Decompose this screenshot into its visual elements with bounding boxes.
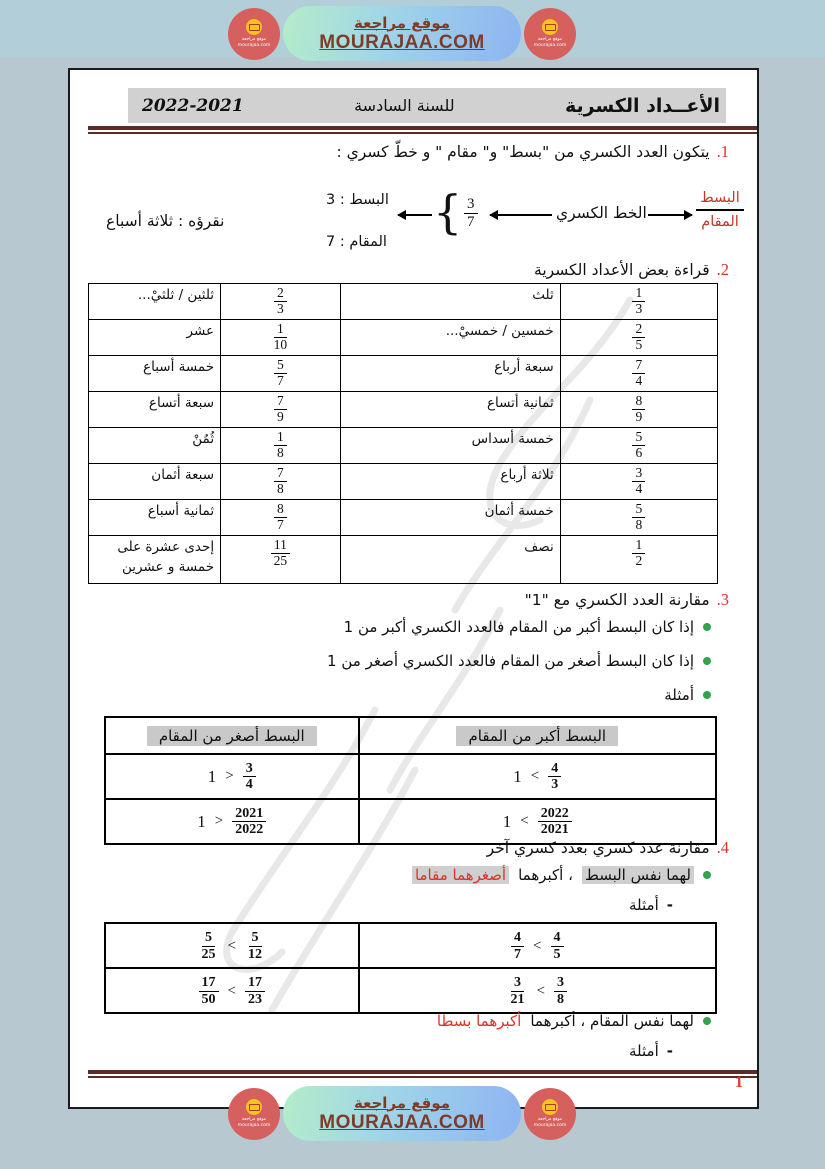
- comparison-operator: <: [530, 768, 540, 784]
- same-numerator-rule: لهما نفس البسط ، أكبرهما أصغرهما مقاما: [70, 866, 757, 884]
- site-link-pill[interactable]: [283, 6, 521, 61]
- reading-cell: ثلاثة أرباع: [340, 464, 560, 500]
- site-logo-badge: [524, 8, 576, 60]
- fraction-anatomy-diagram: [70, 170, 753, 266]
- book-icon: [246, 19, 262, 35]
- fraction: $\frac{17}{23}$: [245, 975, 265, 1007]
- section-2-heading: 2.قراءة بعض الأعداد الكسرية: [534, 260, 729, 279]
- fraction: $\frac{11}{25}$: [271, 538, 291, 569]
- site-link-pill[interactable]: [283, 1086, 521, 1141]
- reading-cell: إحدى عشرة على خمسة و عشرين: [89, 536, 221, 584]
- site-name-arabic[interactable]: موقع مراجعة: [353, 1093, 451, 1112]
- page-number: 1: [735, 1074, 743, 1091]
- fraction: $\frac{3}{21}$: [510, 975, 525, 1007]
- fraction: $\frac{4}{5}$: [551, 930, 564, 962]
- fraction: $\frac{1}{3}$: [632, 286, 645, 317]
- fraction-cell: [221, 284, 341, 320]
- compare-with-one-table: [104, 716, 717, 845]
- reading-note: نقرؤه : ثلاثة أسباع: [106, 212, 225, 230]
- comparison-cell: 1 > $\frac{2021}{2022}$: [105, 799, 359, 844]
- grade-label: للسنة السادسة: [354, 96, 455, 115]
- arrow-left-icon: [398, 214, 432, 216]
- fraction-cell: [221, 536, 341, 584]
- fraction-cell: [221, 464, 341, 500]
- comparison-operator: <: [533, 937, 542, 954]
- badge-site-url: mourajaa.com: [533, 1122, 567, 1128]
- fraction-reading-table: [88, 283, 718, 584]
- fraction-cell: [560, 500, 717, 536]
- comparison-cell: [105, 923, 359, 968]
- fraction: $\frac{5}{7}$: [274, 358, 287, 389]
- fraction: $\frac{2021}{2022}$: [232, 806, 266, 838]
- site-logo-badge: [524, 1088, 576, 1140]
- table-row: [89, 320, 718, 356]
- reading-cell: ثُمُنْ: [89, 428, 221, 464]
- table-row: [89, 500, 718, 536]
- book-icon: [542, 1099, 558, 1115]
- examples-label: - أمثلة: [629, 896, 673, 914]
- comparison-operator: <: [536, 982, 546, 999]
- comparison-operator: <: [520, 813, 529, 829]
- site-url[interactable]: MOURAJAA.COM: [319, 31, 485, 53]
- fraction: $\frac{3}{4}$: [632, 466, 645, 497]
- denominator-label: المقام: [701, 214, 739, 230]
- badge-site-name-ar: موقع مراجعة: [537, 1116, 563, 1122]
- fraction: $\frac{5}{6}$: [632, 430, 645, 461]
- bullet-icon: [703, 657, 711, 665]
- section-number: 3.: [716, 590, 729, 609]
- site-logo-badge: [228, 8, 280, 60]
- comparison-cell: [105, 968, 359, 1013]
- comparison-operator: >: [225, 768, 234, 784]
- fraction-cell: [560, 392, 717, 428]
- comparison-cell: 1 > $\frac{3}{4}$: [105, 754, 359, 799]
- fraction: $\frac{7}{8}$: [274, 466, 287, 497]
- compare-fractions-table: [104, 922, 717, 1014]
- reading-cell: خمسة أثمان: [340, 500, 560, 536]
- fraction: $\frac{1}{2}$: [632, 538, 645, 569]
- fraction-cell: [221, 428, 341, 464]
- page-title: الأعــداد الكسرية: [565, 94, 720, 117]
- bullet-icon: [703, 1017, 711, 1025]
- dash-icon: -: [666, 1042, 673, 1060]
- comparison-cell: 1 < $\frac{2022}{2021}$: [359, 799, 716, 844]
- fraction: $\frac{3}{8}$: [554, 975, 567, 1007]
- section-number: 2.: [716, 260, 729, 279]
- fraction-cell: [560, 536, 717, 584]
- table-row: [89, 464, 718, 500]
- header-rule: [88, 126, 757, 134]
- badge-site-url: mourajaa.com: [237, 1122, 271, 1128]
- fraction: $\frac{5}{8}$: [632, 502, 645, 533]
- reading-cell: خمسة أسباع: [89, 356, 221, 392]
- reading-cell: خمسين / خمسيْ...: [340, 320, 560, 356]
- fraction: $\frac{4}{7}$: [511, 930, 524, 962]
- section-number: 1.: [716, 142, 729, 161]
- badge-site-url: mourajaa.com: [533, 42, 567, 48]
- fraction-bar-label: الخط الكسري: [556, 204, 647, 222]
- document-page: [68, 68, 759, 1109]
- table-row: [105, 754, 716, 799]
- header-brand: [228, 6, 576, 61]
- reading-cell: ثمانية أسباع: [89, 500, 221, 536]
- header-bigger-numerator: البسط أكبر من المقام: [359, 717, 716, 754]
- book-icon: [542, 19, 558, 35]
- reading-cell: ثلث: [340, 284, 560, 320]
- section-4-heading: 4.مقارنة عدد كسري بعدد كسري آخر: [486, 838, 729, 857]
- numerator-label: البسط: [700, 190, 740, 206]
- examples-label: - أمثلة: [629, 1042, 673, 1060]
- table-row: [105, 968, 716, 1013]
- fraction-cell: [560, 464, 717, 500]
- fraction-cell: [560, 320, 717, 356]
- fraction: $\frac{2}{5}$: [632, 322, 645, 353]
- book-icon: [246, 1099, 262, 1115]
- reading-cell: ثمانية أتساع: [340, 392, 560, 428]
- site-url[interactable]: MOURAJAA.COM: [319, 1111, 485, 1133]
- fraction-cell: [560, 284, 717, 320]
- table-row: [89, 356, 718, 392]
- fraction-cell: [221, 392, 341, 428]
- fraction: $\frac{7}{4}$: [632, 358, 645, 389]
- fraction-cell: [221, 320, 341, 356]
- numerator-denominator-stack: [696, 188, 744, 232]
- table-row: [89, 392, 718, 428]
- fraction: $\frac{3}{4}$: [243, 761, 256, 793]
- reading-cell: نصف: [340, 536, 560, 584]
- bullet-icon: [703, 871, 711, 879]
- example-fraction: $\frac{3}{7}$: [464, 196, 478, 230]
- fraction-bar: [696, 209, 744, 211]
- curly-brace: {: [433, 185, 463, 239]
- arrow-left-icon: [490, 214, 552, 216]
- rule-bullet: إذا كان البسط أكبر من المقام فالعدد الكسري أكبر من 1: [70, 618, 757, 636]
- fraction: $\frac{7}{9}$: [274, 394, 287, 425]
- badge-site-name-ar: موقع مراجعة: [537, 36, 563, 42]
- fraction: $\frac{5}{12}$: [248, 930, 263, 962]
- header-smaller-numerator: البسط أصغر من المقام: [105, 717, 359, 754]
- badge-site-name-ar: موقع مراجعة: [241, 36, 267, 42]
- comparison-cell: 1 < $\frac{4}{3}$: [359, 754, 716, 799]
- comparison-operator: >: [214, 813, 224, 829]
- fraction: $\frac{4}{3}$: [548, 761, 561, 793]
- footer-brand: [228, 1086, 576, 1141]
- site-logo-badge: [228, 1088, 280, 1140]
- comparison-operator: <: [227, 937, 237, 954]
- fraction: $\frac{8}{7}$: [274, 502, 287, 533]
- fraction: $\frac{1}{8}$: [274, 430, 287, 461]
- title-bar: [128, 88, 726, 123]
- table-row: [89, 536, 718, 584]
- table-row: [89, 284, 718, 320]
- fraction-cell: [221, 500, 341, 536]
- site-name-arabic[interactable]: موقع مراجعة: [353, 13, 451, 32]
- reading-cell: ثلثين / ثلثيْ...: [89, 284, 221, 320]
- fraction: $\frac{2022}{2021}$: [538, 806, 572, 838]
- bullet-icon: [703, 623, 711, 631]
- footer-rule: [88, 1070, 757, 1078]
- section-1-heading: 1.يتكون العدد الكسري من "بسط" و" مقام " و خطّ كسري :: [336, 142, 729, 161]
- reading-cell: سبعة أرباع: [340, 356, 560, 392]
- fraction: $\frac{17}{50}$: [199, 975, 219, 1007]
- fraction: $\frac{1}{10}$: [273, 321, 288, 352]
- fraction: $\frac{2}{3}$: [274, 286, 287, 317]
- section-3-heading: 3.مقارنة العدد الكسري مع "1": [524, 590, 729, 609]
- table-row: [105, 923, 716, 968]
- reading-cell: خمسة أسداس: [340, 428, 560, 464]
- reading-cell: عشر: [89, 320, 221, 356]
- bullet-icon: [703, 691, 711, 699]
- section-number: 4.: [716, 838, 729, 857]
- table-header-row: [105, 717, 716, 754]
- arrow-right-icon: [648, 214, 692, 216]
- school-year: 2022-2021: [142, 95, 244, 116]
- fraction-cell: [221, 356, 341, 392]
- comparison-cell: [359, 923, 716, 968]
- denominator-note: 7 : المقام: [326, 234, 387, 250]
- rule-bullet: إذا كان البسط أصغر من المقام فالعدد الكسري أصغر من 1: [70, 652, 757, 670]
- examples-bullet: أمثلة: [70, 686, 757, 704]
- fraction-cell: [560, 356, 717, 392]
- reading-cell: سبعة أتساع: [89, 392, 221, 428]
- badge-site-url: mourajaa.com: [237, 42, 271, 48]
- fraction: $\frac{5}{25}$: [201, 930, 216, 962]
- table-row: [89, 428, 718, 464]
- dash-icon: -: [666, 896, 673, 914]
- same-denominator-rule: لهما نفس المقام ، أكبرهما أكبرهما بسطا: [70, 1012, 757, 1030]
- numerator-note: 3 : البسط: [326, 192, 389, 208]
- reading-cell: سبعة أثمان: [89, 464, 221, 500]
- fraction-cell: [560, 428, 717, 464]
- badge-site-name-ar: موقع مراجعة: [241, 1116, 267, 1122]
- comparison-cell: [359, 968, 716, 1013]
- fraction: $\frac{8}{9}$: [632, 394, 645, 425]
- comparison-operator: <: [227, 982, 237, 999]
